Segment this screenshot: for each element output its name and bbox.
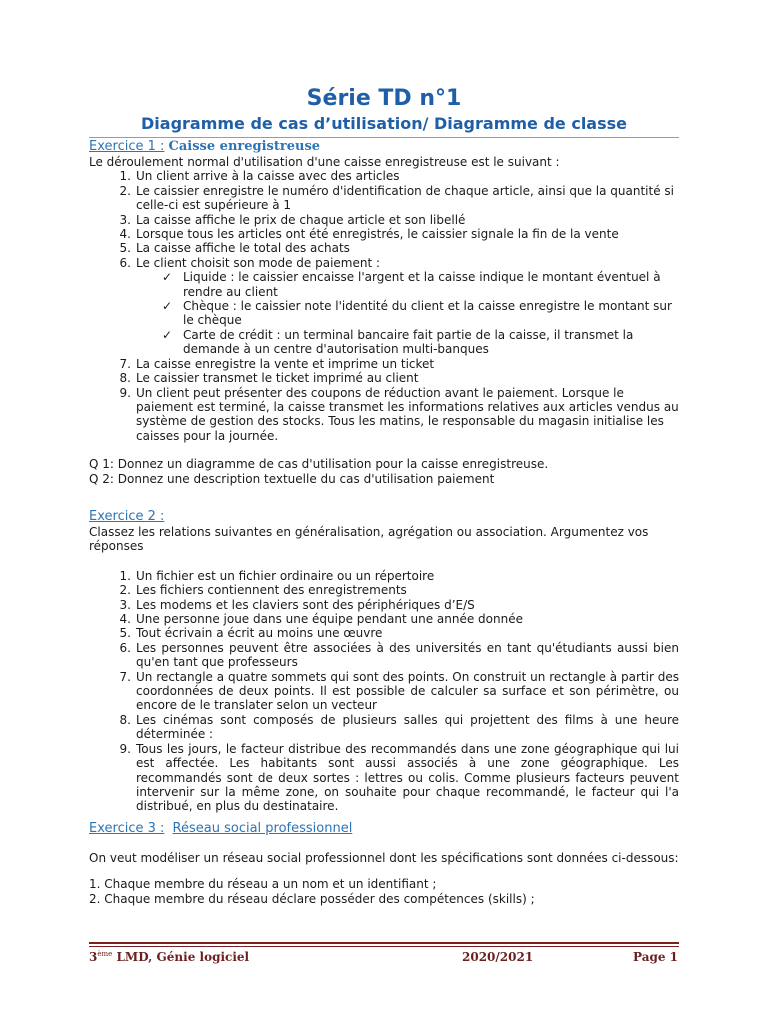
page-subtitle: Diagramme de cas d’utilisation/ Diagramme de classe xyxy=(141,114,627,133)
exercise-1-list xyxy=(89,169,679,270)
list-item: 3. La caisse affiche le prix de chaque article et son libellé xyxy=(119,212,466,227)
list-item: 8. Les cinémas sont composés de plusieurs salles qui projettent des films à une heure déterminée : xyxy=(119,712,679,742)
list-item: 1. Chaque membre du réseau a un nom et un identifiant ; xyxy=(89,877,437,892)
exercise-2-list xyxy=(89,569,679,814)
list-item: 7. Un rectangle a quatre sommets qui sont des points. On construit un rectangle à partir des coordonnées de deux points. Il est possible de calculer sa surface et son périmètre, ou encore de le translater selon un vecteur xyxy=(119,669,679,713)
exercise-1 xyxy=(89,139,679,486)
list-item: 6. Le client choisit son mode de paiement : xyxy=(119,255,381,270)
list-item: 5. La caisse affiche le total des achats xyxy=(119,241,350,256)
check-list-item: ✓ Liquide : le caissier encaisse l'argent et la caisse indique le montant éventuel à rendre au client xyxy=(162,270,661,299)
list-item: 6. Les personnes peuvent être associées à des universités en tant qu'étudiants aussi bien qu'en tant que professeurs xyxy=(119,640,679,670)
exercise-1-intro: Le déroulement normal d'utilisation d'une caisse enregistreuse est le suivant : xyxy=(89,155,560,169)
exercise-1-label: Exercice 1 : xyxy=(89,139,165,154)
list-item: 1. Un client arrive à la caisse avec des articles xyxy=(119,169,400,184)
list-item: 2. Les fichiers contiennent des enregistrements xyxy=(119,583,407,598)
footer-divider-thin xyxy=(89,946,679,947)
list-item: 1. Un fichier est un fichier ordinaire ou un répertoire xyxy=(119,568,435,583)
list-item: 2. Chaque membre du réseau déclare posséder des compétences (skills) ; xyxy=(89,891,535,906)
checkmark-icon: ✓ xyxy=(162,270,173,285)
question-1: Q 1: Donnez un diagramme de cas d'utilisation pour la caisse enregistreuse. xyxy=(89,457,549,472)
list-item: 8. Le caissier transmet le ticket imprimé au client xyxy=(119,371,419,386)
footer-page-number: Page 1 xyxy=(633,950,679,964)
exercise-3-label: Exercice 3 : xyxy=(89,821,165,836)
list-item: 7. La caisse enregistre la vente et imprime un ticket xyxy=(119,356,435,371)
list-item: 9. Tous les jours, le facteur distribue des recommandés dans une zone géographique qui lui est affectée. Les habitants sont aussi associés à une zone géographique. Les recommandés sont de deux sortes : lettres ou colis. Comme plusieurs facteurs peuvent intervenir sur la même zone, on souhaite pour chaque recommandé, le facteur qui l'a distribué, en plus du destinataire. xyxy=(119,741,679,814)
exercise-1-subtitle: Caisse enregistreuse xyxy=(168,139,321,154)
list-item: 2. Le caissier enregistre le numéro d'identification de chaque article, ainsi que la quantité si celle-ci est supérieure à 1 xyxy=(119,183,674,213)
payment-modes-list xyxy=(89,270,679,356)
list-item: 3. Les modems et les claviers sont des périphériques d’E/S xyxy=(119,597,475,612)
exercise-2-intro: Classez les relations suivantes en généralisation, agrégation ou association. Argumentez vos réponses xyxy=(89,525,649,554)
check-list-item: ✓ Carte de crédit : un terminal bancaire fait partie de la caisse, il transmet la demande à un centre d'autorisation multi-banques xyxy=(162,327,634,357)
footer-divider xyxy=(89,942,679,944)
question-2: Q 2: Donnez une description textuelle du cas d'utilisation paiement xyxy=(89,471,495,486)
exercise-3-subtitle: Réseau social professionnel xyxy=(172,821,353,836)
exercise-2-label: Exercice 2 : xyxy=(89,509,165,524)
list-item: 5. Tout écrivain a écrit au moins une œuvre xyxy=(119,626,383,641)
list-item: 9. Un client peut présenter des coupons de réduction avant le paiement. Lorsque le paiement est terminé, la caisse transmet les informations relatives aux articles vendus au système de gestion des stocks. Tous les matins, le responsable du magasin initialise les caisses pour la journée. xyxy=(119,385,679,443)
exercise-3 xyxy=(89,821,679,906)
exercise-3-intro: On veut modéliser un réseau social professionnel dont les spécifications sont données ci-dessous: xyxy=(89,851,679,865)
page-title: Série TD n°1 xyxy=(306,86,462,111)
checkmark-icon: ✓ xyxy=(162,327,173,342)
list-item: 4. Lorsque tous les articles ont été enregistrés, le caissier signale la fin de la vente xyxy=(119,227,619,242)
exercise-2-heading xyxy=(89,509,679,525)
footer-year: 2020/2021 xyxy=(462,950,534,964)
list-item: 4. Une personne joue dans une équipe pendant une année donnée xyxy=(119,612,523,627)
footer-course: 3ème LMD, Génie logiciel xyxy=(89,950,250,964)
checkmark-icon: ✓ xyxy=(162,299,173,314)
exercise-3-heading xyxy=(89,821,679,837)
exercise-1-heading xyxy=(89,139,679,155)
exercise-2 xyxy=(89,509,679,814)
check-list-item: ✓ Chèque : le caissier note l'identité du client et la caisse enregistre le montant sur le chèque xyxy=(162,299,672,328)
title-divider xyxy=(89,137,679,138)
exercise-1-list-continued xyxy=(89,357,679,443)
